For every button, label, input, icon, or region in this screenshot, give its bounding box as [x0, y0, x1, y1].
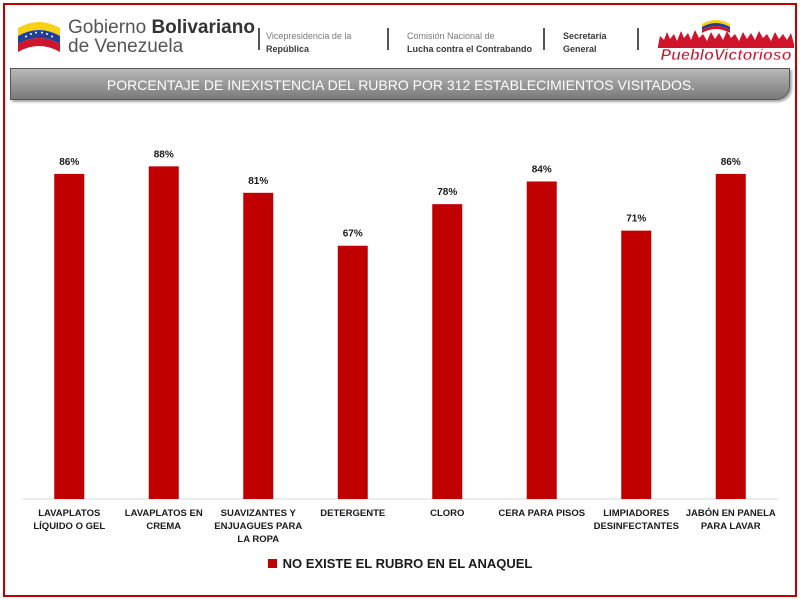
category-label	[594, 508, 679, 532]
bar	[621, 231, 651, 499]
category-label-line: LÍQUIDO O GEL	[33, 521, 106, 532]
category-label	[498, 508, 585, 519]
category-label-line: LAVAPLATOS	[38, 508, 101, 519]
category-label-line: CREMA	[146, 521, 182, 532]
comision-nacional-text: Comisión Nacional de Lucha contra el Contrabando	[407, 31, 533, 54]
category-label-line: ENJUAGUES PARA	[214, 521, 303, 532]
data-label: 81%	[248, 175, 269, 187]
bar	[527, 181, 557, 499]
svg-text:PuebloVictorioso: PuebloVictorioso	[660, 47, 792, 64]
legend-label: NO EXISTE EL RUBRO EN EL ANAQUEL	[282, 556, 533, 571]
data-label: 88%	[153, 149, 174, 161]
data-label: 86%	[59, 156, 80, 168]
bar	[243, 193, 273, 499]
bar	[338, 246, 368, 499]
chart-legend	[0, 556, 800, 571]
category-label	[686, 507, 776, 532]
category-label-line: JABÓN EN PANELA	[685, 508, 776, 519]
bar	[716, 174, 746, 499]
category-label-line: LA ROPA	[237, 534, 280, 545]
data-label: 78%	[437, 187, 458, 199]
vicepresidencia-text: Vicepresidencia de la República	[266, 31, 352, 54]
category-label	[214, 508, 302, 545]
secretaria-general-text: Secretaría General	[563, 31, 607, 54]
data-label: 84%	[531, 164, 552, 176]
gobierno-bolivariano-text: Gobierno Bolivariano de Venezuela	[68, 17, 255, 57]
category-label	[430, 508, 464, 519]
category-label-line: DESINFECTANTES	[593, 521, 679, 532]
category-label-line: LIMPIADORES	[603, 508, 670, 519]
category-label	[125, 508, 203, 532]
bar	[432, 204, 462, 499]
legend-swatch	[268, 559, 277, 568]
category-label	[320, 508, 385, 519]
category-label-line: CERA PARA PISOS	[498, 508, 586, 519]
bar	[54, 174, 84, 499]
chart-title: PORCENTAJE DE INEXISTENCIA DEL RUBRO POR 312 ESTABLECIMIENTOS VISITADOS.	[106, 77, 696, 93]
category-label-line: SUAVIZANTES Y	[220, 508, 296, 519]
category-label-line: LAVAPLATOS EN	[124, 508, 203, 519]
category-label-line: DETERGENTE	[320, 508, 386, 519]
data-label: 67%	[342, 228, 363, 240]
data-label: 71%	[626, 213, 647, 225]
category-label-line: PARA LAVAR	[700, 521, 761, 532]
bar	[149, 166, 179, 499]
data-label: 86%	[720, 156, 741, 168]
category-label	[33, 508, 105, 532]
category-label-line: CLORO	[430, 508, 465, 519]
